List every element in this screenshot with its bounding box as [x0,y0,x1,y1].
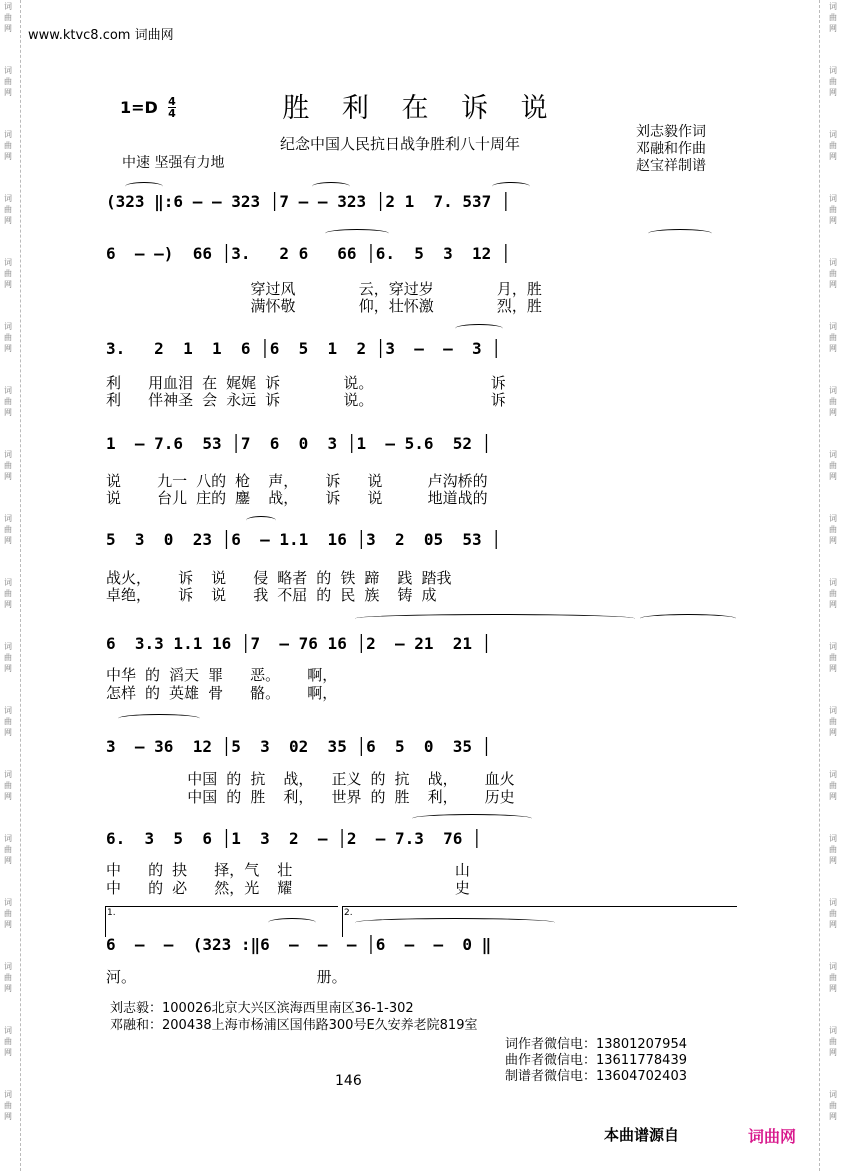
composer-contact: 曲作者微信电：13611778439 [505,1053,687,1068]
margin-watermark-glyph: 词 [829,194,837,203]
margin-watermark-glyph: 曲 [4,77,12,86]
margin-watermark-glyph: 词 [4,770,12,779]
margin-watermark-glyph: 网 [829,216,837,225]
arranger-credit: 赵宝祥制谱 [636,158,706,174]
system-5-notes: 5 3 0 23 │6 – 1.1 16 │3 2 05 53 │ [106,530,501,549]
margin-watermark-glyph: 曲 [829,781,837,790]
second-ending-label: 2. [344,908,353,918]
song-subtitle: 纪念中国人民抗日战争胜利八十周年 [280,135,521,153]
system-8-lyric-2: 中 的 必 然，光 耀 史 [106,879,470,897]
margin-watermark-glyph: 网 [829,344,837,353]
tie [648,229,712,238]
margin-watermark-glyph: 曲 [829,1037,837,1046]
margin-watermark-glyph: 曲 [829,717,837,726]
system-9-notes: 6 – – (323 :‖6 – – – │6 – – 0 ‖ [106,935,492,954]
margin-watermark-glyph: 曲 [829,13,837,22]
source-label: 本曲谱源自 [604,1126,680,1144]
song-title: 胜 利 在 诉 说 [282,93,560,124]
margin-watermark-glyph: 网 [4,472,12,481]
margin-watermark-glyph: 网 [4,792,12,801]
margin-watermark-glyph: 网 [829,792,837,801]
left-margin-watermark [0,0,21,1171]
margin-watermark-glyph: 网 [4,984,12,993]
margin-watermark-glyph: 曲 [4,333,12,342]
slur [640,614,736,623]
margin-watermark-glyph: 网 [4,728,12,737]
arranger-contact: 制谱者微信电：13604702403 [505,1069,687,1084]
system-6-lyric-1: 中华 的 滔天 罪 恶。 啊， [106,666,338,684]
margin-watermark-glyph: 网 [829,280,837,289]
tie [246,516,276,525]
margin-watermark-glyph: 曲 [4,13,12,22]
margin-watermark-glyph: 网 [829,1112,837,1121]
triplet-slur [125,182,163,191]
margin-watermark-glyph: 曲 [4,1101,12,1110]
margin-watermark-glyph: 曲 [4,1037,12,1046]
margin-watermark-glyph: 曲 [4,205,12,214]
margin-watermark-glyph: 曲 [4,397,12,406]
margin-watermark-glyph: 词 [829,642,837,651]
system-3-lyric-2: 利 伴神圣 会 永远 诉 说。 诉 [106,391,506,409]
first-ending-label: 1. [107,908,116,918]
margin-watermark-glyph: 曲 [4,141,12,150]
margin-watermark-glyph: 曲 [4,461,12,470]
margin-watermark-glyph: 网 [4,280,12,289]
triplet-slur [268,918,316,927]
margin-watermark-glyph: 曲 [829,653,837,662]
margin-watermark-glyph: 词 [4,962,12,971]
margin-watermark-glyph: 曲 [4,717,12,726]
margin-watermark-glyph: 词 [4,1090,12,1099]
margin-watermark-glyph: 网 [4,24,12,33]
margin-watermark-glyph: 网 [829,856,837,865]
margin-watermark-glyph: 网 [829,600,837,609]
lyricist-contact: 词作者微信电：13801207954 [505,1037,687,1052]
margin-watermark-glyph: 曲 [829,333,837,342]
composer-address: 邓融和：200438上海市杨浦区国伟路300号E久安养老院819室 [110,1018,478,1033]
margin-watermark-glyph: 网 [829,536,837,545]
margin-watermark-glyph: 网 [4,408,12,417]
margin-watermark-glyph: 曲 [4,653,12,662]
margin-watermark-glyph: 网 [4,664,12,673]
system-5-lyric-1: 战火， 诉 说 侵 略者 的 铁 蹄 践 踏我 [106,569,452,587]
tie [325,229,389,238]
system-4-lyric-1: 说 九一 八的 枪 声， 诉 说 卢沟桥的 [106,472,488,490]
margin-watermark-glyph: 曲 [829,77,837,86]
margin-watermark-glyph: 网 [4,856,12,865]
margin-watermark-glyph: 网 [4,344,12,353]
margin-watermark-glyph: 词 [4,578,12,587]
margin-watermark-glyph: 网 [4,88,12,97]
margin-watermark-glyph: 词 [829,962,837,971]
margin-watermark-glyph: 词 [829,130,837,139]
margin-watermark-glyph: 词 [4,258,12,267]
margin-watermark-glyph: 词 [4,514,12,523]
margin-watermark-glyph: 词 [829,578,837,587]
system-4-notes: 1 – 7.6 53 │7 6 0 3 │1 – 5.6 52 │ [106,434,492,453]
margin-watermark-glyph: 曲 [829,909,837,918]
system-5-lyric-2: 卓绝， 诉 说 我 不屈 的 民 族 铸 成 [106,586,437,604]
system-6-lyric-2: 怎样 的 英雄 骨 骼。 啊， [106,684,338,702]
margin-watermark-glyph: 网 [4,216,12,225]
margin-watermark-glyph: 词 [4,194,12,203]
system-8-lyric-1: 中 的 抉 择，气 壮 山 [106,861,470,879]
margin-watermark-glyph: 曲 [4,525,12,534]
margin-watermark-glyph: 词 [829,386,837,395]
margin-watermark-glyph: 曲 [829,461,837,470]
key-signature: 1=D [120,98,158,117]
brand-link[interactable]: 词曲网 [748,1127,797,1146]
margin-watermark-glyph: 网 [4,1112,12,1121]
margin-watermark-glyph: 词 [829,450,837,459]
system-2-lyric-1: 穿过风 云，穿过岁 月，胜 [106,280,542,298]
margin-watermark-glyph: 曲 [4,845,12,854]
triplet-slur [492,182,530,191]
right-margin-watermark [819,0,842,1171]
margin-watermark-glyph: 词 [4,642,12,651]
margin-watermark-glyph: 词 [4,898,12,907]
margin-watermark-glyph: 词 [4,450,12,459]
slur [355,614,635,623]
margin-watermark-glyph: 词 [829,66,837,75]
margin-watermark-glyph: 词 [4,130,12,139]
margin-watermark-glyph: 曲 [829,525,837,534]
tie [455,324,503,333]
margin-watermark-glyph: 网 [829,664,837,673]
system-7-lyric-1: 中国 的 抗 战， 正义 的 抗 战， 血火 [106,770,515,788]
margin-watermark-glyph: 曲 [829,205,837,214]
margin-watermark-glyph: 网 [829,984,837,993]
system-9-lyric-1: 河。 册。 [106,968,347,986]
margin-watermark-glyph: 词 [4,834,12,843]
margin-watermark-glyph: 网 [4,536,12,545]
system-7-notes: 3 – 36 12 │5 3 02 35 │6 5 0 35 │ [106,737,492,756]
margin-watermark-glyph: 网 [4,920,12,929]
margin-watermark-glyph: 曲 [4,781,12,790]
margin-watermark-glyph: 词 [4,322,12,331]
lyricist-address: 刘志毅：100026北京大兴区滨海西里南区36-1-302 [110,1001,414,1016]
slur [355,918,555,927]
margin-watermark-glyph: 词 [829,706,837,715]
margin-watermark-glyph: 词 [4,1026,12,1035]
slur [412,814,532,823]
margin-watermark-glyph: 网 [4,1048,12,1057]
tempo-marking: 中速 坚强有力地 [122,155,225,171]
margin-watermark-glyph: 词 [4,66,12,75]
margin-watermark-glyph: 曲 [829,589,837,598]
composer-credit: 邓融和作曲 [636,141,706,157]
margin-watermark-glyph: 网 [829,152,837,161]
system-7-lyric-2: 中国 的 胜 利， 世界 的 胜 利， 历史 [106,788,515,806]
margin-watermark-glyph: 网 [829,24,837,33]
margin-watermark-glyph: 网 [4,600,12,609]
system-3-lyric-1: 利 用血泪 在 娓娓 诉 说。 诉 [106,374,506,392]
margin-watermark-glyph: 词 [829,514,837,523]
system-8-notes: 6. 3 5 6 │1 3 2 – │2 – 7.3 76 │ [106,829,482,848]
lyricist-credit: 刘志毅作词 [636,124,706,140]
margin-watermark-glyph: 曲 [4,909,12,918]
page-number: 146 [335,1073,362,1089]
system-2-notes: 6 – –) 66 │3. 2 6 66 │6. 5 3 12 │ [106,244,511,263]
margin-watermark-glyph: 词 [829,1090,837,1099]
margin-watermark-glyph: 曲 [829,141,837,150]
margin-watermark-glyph: 词 [829,258,837,267]
margin-watermark-glyph: 曲 [829,973,837,982]
margin-watermark-glyph: 词 [829,898,837,907]
margin-watermark-glyph: 网 [829,472,837,481]
meter-top: 4 [168,95,176,108]
margin-watermark-glyph: 网 [829,920,837,929]
margin-watermark-glyph: 曲 [4,973,12,982]
meter-bottom: 4 [168,107,176,120]
margin-watermark-glyph: 网 [829,728,837,737]
margin-watermark-glyph: 词 [829,1026,837,1035]
credits [636,124,706,175]
site-header[interactable]: www.ktvc8.com 词曲网 [28,28,174,43]
system-1-notes: (323 ‖:6 – – 323 │7 – – 323 │2 1 7. 537 │ [106,192,511,211]
margin-watermark-glyph: 曲 [829,845,837,854]
margin-watermark-glyph: 曲 [829,269,837,278]
margin-watermark-glyph: 词 [829,770,837,779]
margin-watermark-glyph: 词 [4,386,12,395]
system-4-lyric-2: 说 台儿 庄的 鏖 战， 诉 说 地道战的 [106,489,488,507]
margin-watermark-glyph: 曲 [829,397,837,406]
margin-watermark-glyph: 网 [829,88,837,97]
margin-watermark-glyph: 词 [829,2,837,11]
margin-watermark-glyph: 词 [829,322,837,331]
margin-watermark-glyph: 网 [829,1048,837,1057]
system-2-lyric-2: 满怀敬 仰，壮怀激 烈，胜 [106,297,542,315]
margin-watermark-glyph: 曲 [4,589,12,598]
slur [118,714,200,723]
system-3-notes: 3. 2 1 1 6 │6 5 1 2 │3 – – 3 │ [106,339,501,358]
system-6-notes: 6 3.3 1.1 16 │7 – 76 16 │2 – 21 21 │ [106,634,492,653]
margin-watermark-glyph: 曲 [829,1101,837,1110]
margin-watermark-glyph: 词 [829,834,837,843]
margin-watermark-glyph: 词 [4,2,12,11]
margin-watermark-glyph: 词 [4,706,12,715]
triplet-slur [312,182,350,191]
margin-watermark-glyph: 网 [829,408,837,417]
margin-watermark-glyph: 网 [4,152,12,161]
margin-watermark-glyph: 曲 [4,269,12,278]
